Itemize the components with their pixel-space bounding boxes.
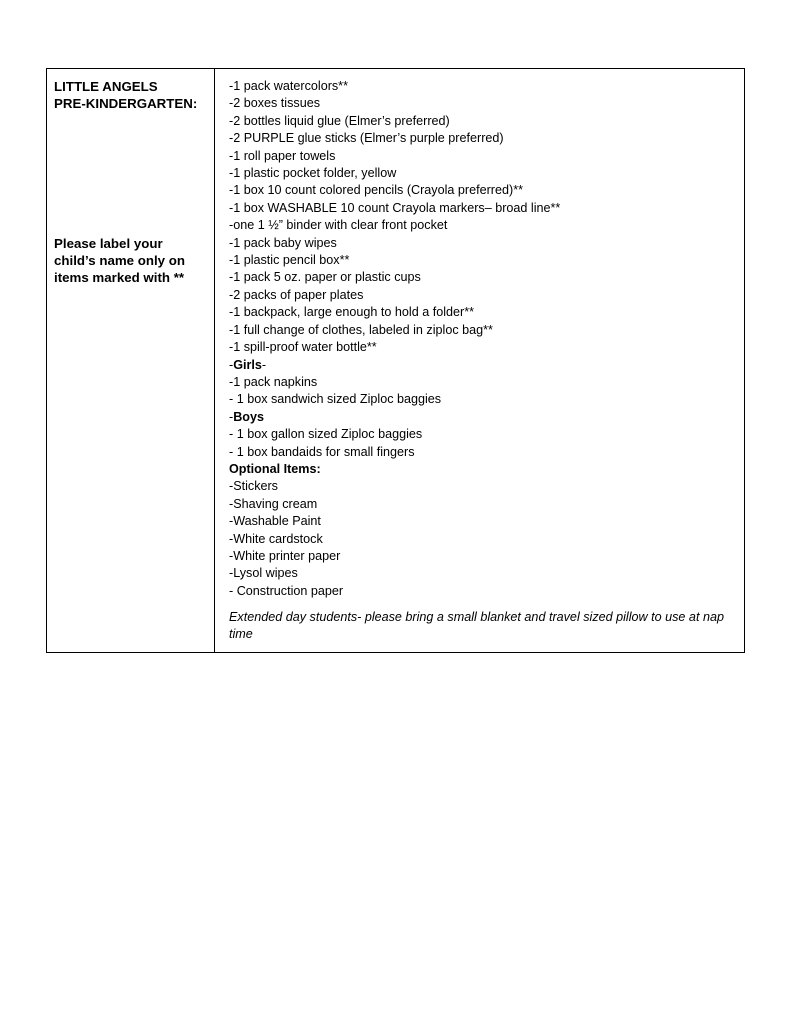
list-item: -1 plastic pencil box** (229, 253, 350, 268)
list-item: -1 pack baby wipes (229, 235, 337, 250)
class-title (54, 78, 208, 113)
class-title-line-2: PRE-KINDERGARTEN: (54, 96, 198, 112)
class-title-line-1: LITTLE ANGELS (54, 79, 158, 94)
girls-prefix: - (229, 357, 234, 372)
list-item: -1 roll paper towels (229, 148, 336, 163)
boys-list-item: - 1 box gallon sized Ziploc baggies (229, 427, 423, 442)
boys-label: Boys (233, 409, 264, 424)
list-item: -1 plastic pocket folder, yellow (229, 166, 397, 181)
list-item: -1 spill-proof water bottle** (229, 340, 377, 355)
optional-list-item: -Stickers (229, 479, 278, 494)
optional-list-item: -White printer paper (229, 548, 341, 563)
grade-label-cell (47, 69, 215, 652)
girls-label: Girls (233, 357, 262, 372)
list-item: -1 pack 5 oz. paper or plastic cups (229, 270, 421, 285)
supply-list-table (46, 68, 745, 653)
label-instruction-line-3: items marked with ** (54, 270, 185, 286)
optional-list-item: -Washable Paint (229, 514, 321, 529)
boys-list-item: - 1 box bandaids for small fingers (229, 444, 415, 459)
list-item: -1 box WASHABLE 10 count Crayola markers– broad line** (229, 200, 561, 215)
label-instruction-line-1: Please label your (54, 235, 163, 251)
list-item: -2 boxes tissues (229, 96, 320, 111)
supply-items-cell (215, 69, 744, 652)
optional-list-item: -Shaving cream (229, 496, 318, 511)
girls-list-item: -1 pack napkins (229, 374, 318, 389)
optional-list-item: -White cardstock (229, 531, 323, 546)
list-item: -1 box 10 count colored pencils (Crayola preferred)** (229, 183, 524, 198)
optional-list-item: -Lysol wipes (229, 566, 298, 581)
girls-heading (229, 357, 736, 374)
boys-prefix: - (229, 409, 234, 424)
list-item: -1 pack watercolors** (229, 79, 348, 93)
girls-list-item: - 1 box sandwich sized Ziploc baggies (229, 392, 442, 407)
extended-day-note: Extended day students- please bring a small blanket and travel sized pillow to use at nap time (229, 609, 724, 642)
list-item: -2 bottles liquid glue (Elmer’s preferred) (229, 113, 450, 128)
label-instruction-line-2: child’s name only on (54, 253, 186, 269)
girls-suffix: - (261, 357, 267, 372)
list-item: -1 backpack, large enough to hold a folder** (229, 305, 475, 320)
list-item: -one 1 ½” binder with clear front pocket (229, 218, 448, 233)
list-item: -1 full change of clothes, labeled in ziploc bag** (229, 322, 493, 337)
label-instruction (54, 235, 208, 287)
optional-list-item: - Construction paper (229, 583, 344, 598)
optional-heading: Optional Items: (229, 461, 321, 476)
boys-heading (229, 409, 736, 426)
list-item: -2 packs of paper plates (229, 287, 364, 302)
list-item: -2 PURPLE glue sticks (Elmer’s purple preferred) (229, 131, 504, 146)
